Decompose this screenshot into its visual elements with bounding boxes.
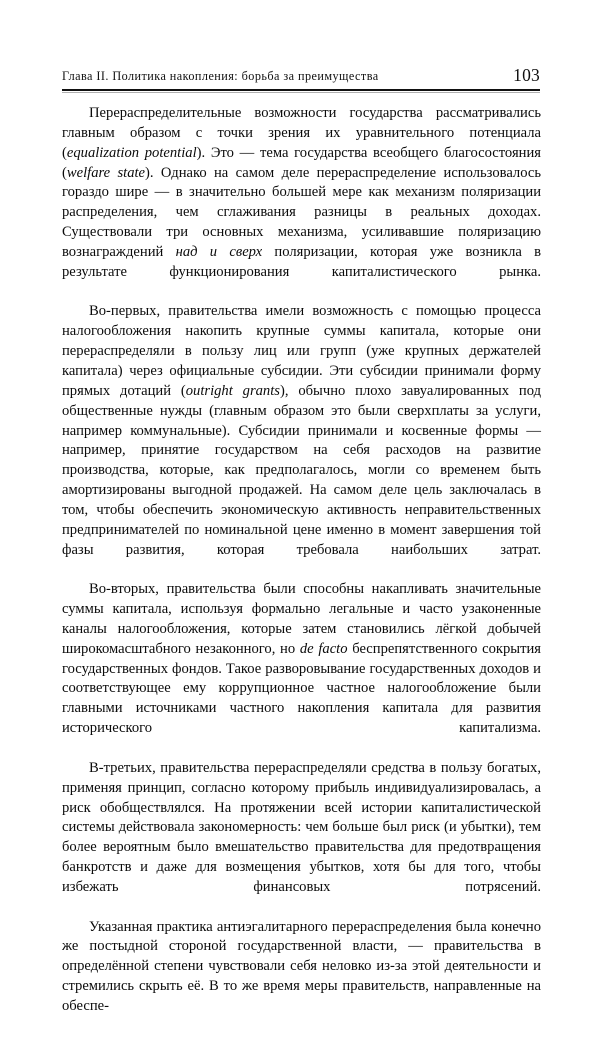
paragraph: В-третьих, правительства перераспределяли средства в пользу богатых, применяя принцип, согласно которому прибыль индивидуализировалась, а риск обобществлялся. На протяжении всей истории капиталистической системы действовала закономерность: чем больше был риск (и убытки), тем более вероятным было вмешательство правительства для предотвращения банкротств и даже для возмещения убытков, хотя бы для того, чтобы избежать финансовых потрясений. [62,759,541,895]
body-text-block [62,104,541,1037]
paragraph: Во-первых, правительства имели возможность с помощью процесса налогообложения накопить крупные суммы капитала, которые они перераспределяли в пользу лиц или групп (уже крупных держателей капитала) через официальные субсидии. Эти субсидии принимали форму прямых дотаций (outright grants), обычно плохо завуалированных под общественные нужды (главным образом это были сверхплаты за услуги, например коммунальные). Субсидии принимали и косвенные формы — например, принятие государством на себя расходов на развитие производства, которые, как предполагалось, могли со временем быть амортизированы выгодной продажей. На самом деле цель заключалась в том, чтобы обеспечить экономическую активность неправительственных предпринимателей по номинальной цене именно в момент завершения той фазы развития, которая требовала наибольших затрат. [62,303,541,558]
italic-run: de facto [299,640,348,657]
italic-run: welfare state [66,164,146,181]
paragraph: Перераспределительные возможности государства рассматривались главным образом с точки зрения их уравнительного потенциала (equalization potential). Это — тема государства всеобщего благосостояния (welfare state). Однако на самом деле перераспределение использовалось гораздо шире — в значительно большей мере как механизм поляризации распределения, чем сглаживания разницы в реальных доходах. Существовали три основных механизма, усиливавшие поляризацию вознаграждений над и сверх поляризации, которая уже возникла в результате функционирования капиталистического рынка. [62,105,541,280]
paragraph: Во-вторых, правительства были способны накапливать значительные суммы капитала, используя формально легальные и часто узаконенные каналы налогообложения, которые затем становились лёгкой добычей широкомасштабного незаконного, но de facto беспрепятственного сокрытия государственных фондов. Такое разворовывание государственных доходов и соответствующее ему коррупционное частное налогообложение были главными источниками частного накопления капитала для развития исторического капитализма. [62,581,541,737]
italic-run: equalization potential [66,144,197,161]
paragraph: Указанная практика антиэгалитарного перераспределения была конечно же постыдной стороной государственной власти, — правительства в определённой степени чувствовали себя неловко из-за этой деятельности и стремились скрыть её. В то же время меры правительств, направленные на обеспе- [62,918,541,1014]
italic-run: outright grants [185,382,280,399]
running-head-title: Глава II. Политика накопления: борьба за преимущества [62,69,379,83]
italic-run: над и сверх [175,243,263,260]
running-head [62,64,540,85]
page-number: 103 [513,65,540,85]
header-rule-secondary [62,92,540,93]
